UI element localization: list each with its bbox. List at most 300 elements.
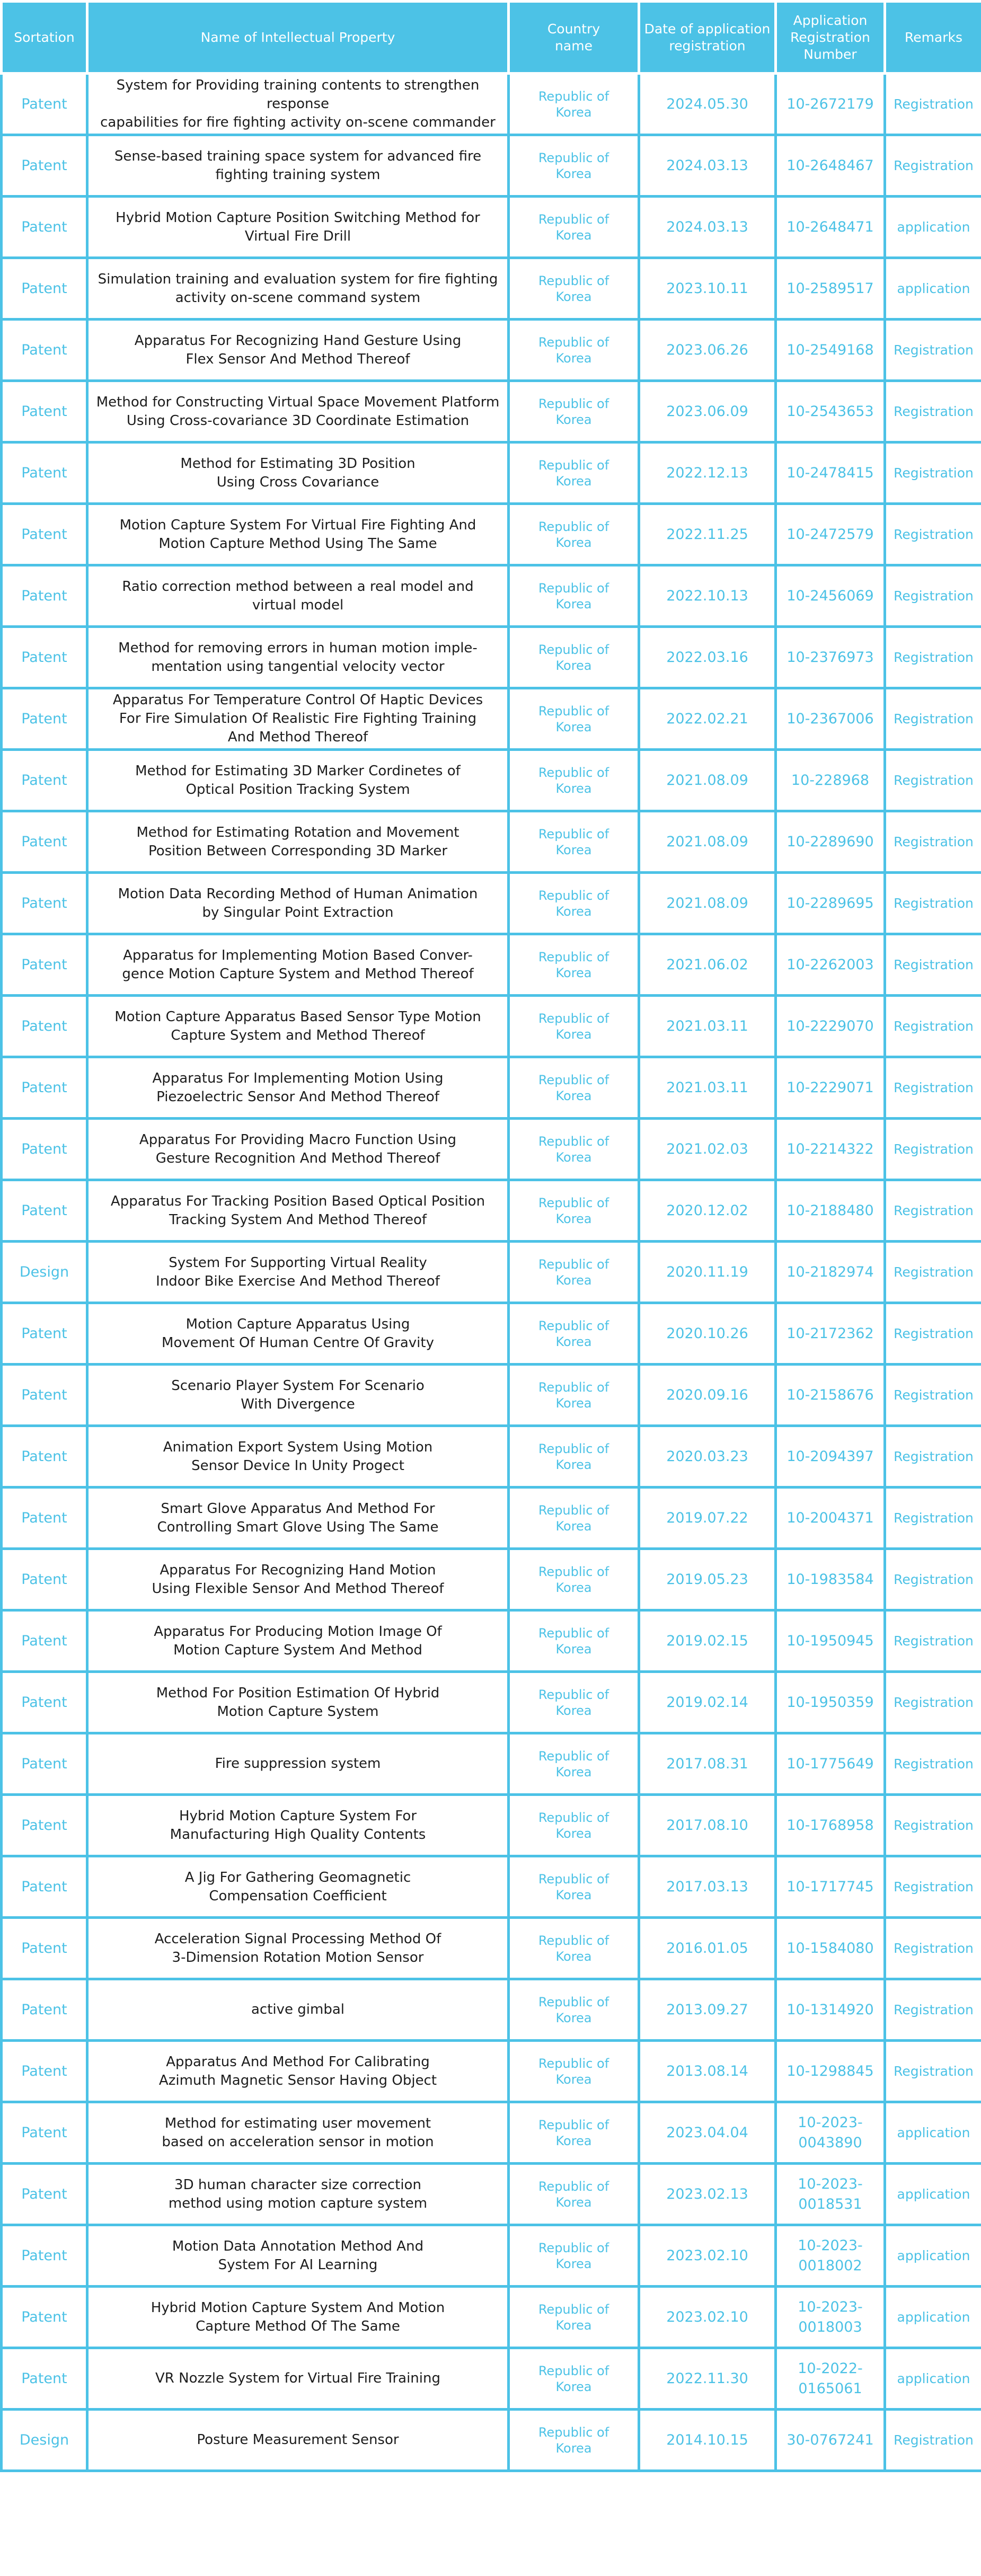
remarks-cell: Registration — [885, 996, 981, 1057]
ip-name-cell-line: Animation Export System Using Motion — [163, 1439, 433, 1455]
country-cell-line: Republic of — [538, 1994, 609, 2010]
number-cell — [776, 2102, 885, 2164]
number-cell-line: 10-2672179 — [786, 95, 874, 112]
table-row — [2, 811, 981, 873]
country-cell — [509, 1733, 639, 1795]
sortation-cell: Patent — [2, 2102, 87, 2164]
header-remarks: Remarks — [885, 2, 981, 74]
sortation-cell: Patent — [2, 1426, 87, 1488]
ip-name-cell — [87, 74, 509, 135]
ip-name-cell-line: virtual model — [252, 597, 344, 613]
ip-name-cell — [87, 2225, 509, 2287]
ip-name-cell — [87, 627, 509, 688]
ip-name-cell-line: Motion Capture Apparatus Using — [185, 1316, 410, 1332]
ip-name-cell-line: capabilities for fire fighting activity on-scene commander — [100, 114, 496, 130]
sortation-cell: Design — [2, 1242, 87, 1303]
country-cell-line: Republic of — [538, 2363, 609, 2378]
ip-name-cell-line: For Fire Simulation Of Realistic Fire Fighting Training — [119, 711, 477, 727]
remarks-cell: Registration — [885, 1303, 981, 1365]
country-cell-line: Korea — [555, 1826, 592, 1841]
country-cell-line: Republic of — [538, 1256, 609, 1272]
country-cell — [509, 1672, 639, 1733]
table-row — [2, 1610, 981, 1672]
country-cell-line: Korea — [555, 2379, 592, 2394]
country-cell-line: Republic of — [538, 2117, 609, 2132]
ip-name-cell-line: Optical Position Tracking System — [185, 781, 410, 798]
remarks-cell: application — [885, 2348, 981, 2410]
number-cell-line: 10-2376973 — [786, 649, 874, 666]
date-cell: 2019.02.14 — [639, 1672, 776, 1733]
table-row — [2, 135, 981, 197]
ip-name-cell-line: Indoor Bike Exercise And Method Thereof — [156, 1273, 440, 1289]
ip-name-cell-line: Scenario Player System For Scenario — [171, 1377, 425, 1394]
country-cell — [509, 442, 639, 504]
header-country-line: Country — [547, 21, 600, 37]
country-cell — [509, 1180, 639, 1242]
country-cell-line: Republic of — [538, 2056, 609, 2071]
country-cell — [509, 2164, 639, 2225]
sortation-cell: Patent — [2, 197, 87, 258]
country-cell — [509, 197, 639, 258]
ip-name-cell-line: Hybrid Motion Capture Position Switching Method for — [116, 209, 480, 226]
country-cell-line: Korea — [555, 289, 592, 304]
country-cell-line: Korea — [555, 2133, 592, 2148]
country-cell-line: Korea — [555, 2072, 592, 2087]
ip-name-cell — [87, 381, 509, 442]
number-cell — [776, 320, 885, 381]
number-cell-line: 0018531 — [798, 2196, 862, 2212]
country-cell-line: Korea — [555, 166, 592, 181]
country-cell-line: Korea — [555, 658, 592, 673]
country-cell-line: Republic of — [538, 1687, 609, 1702]
date-cell: 2023.06.09 — [639, 381, 776, 442]
remarks-cell: application — [885, 2225, 981, 2287]
ip-name-cell-line: Using Flexible Sensor And Method Thereof — [152, 1580, 444, 1597]
ip-name-cell-line: Motion Data Annotation Method And — [172, 2238, 424, 2254]
ip-name-cell — [87, 1795, 509, 1856]
number-cell — [776, 1856, 885, 1918]
table-row — [2, 688, 981, 750]
country-cell — [509, 74, 639, 135]
ip-name-cell — [87, 2041, 509, 2102]
header-country-line: name — [555, 38, 593, 54]
country-cell-line: Republic of — [538, 334, 609, 350]
country-cell-line: Republic of — [538, 1748, 609, 1764]
ip-name-cell — [87, 1488, 509, 1549]
ip-name-cell-line: And Method Thereof — [227, 729, 368, 745]
country-cell-line: Republic of — [538, 150, 609, 165]
table-row — [2, 1488, 981, 1549]
country-cell-line: Korea — [555, 842, 592, 857]
ip-name-cell-line: Movement Of Human Centre Of Gravity — [162, 1334, 434, 1351]
remarks-cell: Registration — [885, 1856, 981, 1918]
header-row — [2, 2, 981, 74]
number-cell — [776, 1795, 885, 1856]
country-cell-line: Republic of — [538, 273, 609, 288]
table-row — [2, 74, 981, 135]
remarks-cell: Registration — [885, 2041, 981, 2102]
ip-name-cell — [87, 750, 509, 811]
country-cell — [509, 1856, 639, 1918]
ip-name-cell-line: Apparatus For Implementing Motion Using — [152, 1070, 444, 1086]
country-cell-line: Korea — [555, 781, 592, 796]
number-cell-line: 10-2289695 — [786, 895, 874, 911]
ip-name-cell — [87, 934, 509, 996]
country-cell — [509, 996, 639, 1057]
remarks-cell: application — [885, 2102, 981, 2164]
remarks-cell: Registration — [885, 1795, 981, 1856]
date-cell: 2023.02.10 — [639, 2287, 776, 2348]
table-row — [2, 1795, 981, 1856]
number-cell-line: 10-1298845 — [786, 2062, 874, 2079]
number-cell — [776, 1057, 885, 1119]
date-cell: 2022.11.25 — [639, 504, 776, 565]
header-number-line: Number — [803, 46, 857, 62]
remarks-cell: Registration — [885, 74, 981, 135]
ip-name-cell — [87, 442, 509, 504]
country-cell — [509, 750, 639, 811]
country-cell-line: Korea — [555, 1641, 592, 1657]
date-cell: 2019.02.15 — [639, 1610, 776, 1672]
table-row — [2, 320, 981, 381]
number-cell-line: 10-2478415 — [786, 464, 874, 481]
ip-name-cell-line: Using Cross Covariance — [216, 474, 379, 490]
country-cell-line: Korea — [555, 1395, 592, 1411]
table-row — [2, 627, 981, 688]
ip-name-cell-line: Flex Sensor And Method Thereof — [185, 351, 410, 367]
number-cell — [776, 1426, 885, 1488]
number-cell — [776, 197, 885, 258]
ip-name-cell-line: VR Nozzle System for Virtual Fire Training — [155, 2370, 440, 2386]
number-cell — [776, 74, 885, 135]
number-cell — [776, 1242, 885, 1303]
ip-name-cell-line: Motion Capture System For Virtual Fire Fighting And — [119, 517, 476, 533]
number-cell-line: 10-2289690 — [786, 833, 874, 850]
remarks-cell: Registration — [885, 320, 981, 381]
header-date-line: registration — [669, 38, 746, 54]
sortation-cell: Patent — [2, 2348, 87, 2410]
number-cell — [776, 1979, 885, 2041]
ip-name-cell-line: Smart Glove Apparatus And Method For — [161, 1500, 435, 1517]
country-cell — [509, 934, 639, 996]
ip-name-cell — [87, 1856, 509, 1918]
ip-name-cell-line: Method for removing errors in human motion imple- — [118, 640, 478, 656]
ip-name-cell — [87, 1303, 509, 1365]
ip-name-cell — [87, 565, 509, 627]
country-cell — [509, 2102, 639, 2164]
number-cell-line: 10-2367006 — [786, 710, 874, 727]
number-cell-line: 0165061 — [798, 2380, 862, 2397]
country-cell — [509, 565, 639, 627]
ip-name-cell — [87, 2348, 509, 2410]
country-cell-line: Republic of — [538, 88, 609, 104]
country-cell — [509, 1979, 639, 2041]
country-cell — [509, 1242, 639, 1303]
number-cell — [776, 996, 885, 1057]
number-cell — [776, 750, 885, 811]
remarks-cell: Registration — [885, 1426, 981, 1488]
remarks-cell: Registration — [885, 627, 981, 688]
ip-name-cell-line: Method for Estimating 3D Marker Cordinetes of — [135, 763, 461, 779]
country-cell-line: Korea — [555, 596, 592, 612]
header-sortation: Sortation — [2, 2, 87, 74]
number-cell — [776, 2164, 885, 2225]
sortation-cell: Patent — [2, 1303, 87, 1365]
country-cell-line: Korea — [555, 1703, 592, 1718]
remarks-cell: Registration — [885, 934, 981, 996]
ip-name-cell-line: Acceleration Signal Processing Method Of — [154, 1931, 441, 1947]
sortation-cell: Patent — [2, 873, 87, 934]
date-cell: 2019.05.23 — [639, 1549, 776, 1610]
country-cell — [509, 873, 639, 934]
ip-name-cell-line: fighting training system — [215, 166, 381, 183]
country-cell-line: Republic of — [538, 519, 609, 534]
country-cell-line: Korea — [555, 1211, 592, 1226]
table-row — [2, 2225, 981, 2287]
ip-name-cell-line: Ratio correction method between a real model and — [122, 578, 474, 595]
country-cell-line: Republic of — [538, 1502, 609, 1518]
country-cell-line: Republic of — [538, 949, 609, 964]
number-cell — [776, 2041, 885, 2102]
date-cell: 2020.10.26 — [639, 1303, 776, 1365]
number-cell-line: 10-2094397 — [786, 1448, 874, 1465]
sortation-cell: Patent — [2, 627, 87, 688]
sortation-cell: Patent — [2, 1180, 87, 1242]
date-cell: 2021.03.11 — [639, 1057, 776, 1119]
date-cell: 2023.02.13 — [639, 2164, 776, 2225]
country-cell-line: Korea — [555, 1764, 592, 1780]
country-cell — [509, 1057, 639, 1119]
ip-name-cell-line: Fire suppression system — [215, 1756, 381, 1772]
ip-name-cell — [87, 1119, 509, 1180]
ip-name-cell-line: Method for Constructing Virtual Space Movement Platform — [96, 394, 500, 410]
number-cell-line: 0043890 — [798, 2134, 862, 2151]
ip-name-cell-line: 3D human character size correction — [174, 2176, 421, 2193]
date-cell: 2017.08.10 — [639, 1795, 776, 1856]
country-cell — [509, 2410, 639, 2471]
sortation-cell: Patent — [2, 504, 87, 565]
country-cell — [509, 1610, 639, 1672]
number-cell-line: 10-2214322 — [786, 1140, 874, 1157]
date-cell: 2021.02.03 — [639, 1119, 776, 1180]
number-cell — [776, 811, 885, 873]
ip-name-cell — [87, 1426, 509, 1488]
header-date-line: Date of application — [644, 21, 771, 37]
remarks-cell: Registration — [885, 1733, 981, 1795]
country-cell-line: Korea — [555, 1026, 592, 1042]
ip-name-cell-line: mentation using tangential velocity vector — [151, 658, 445, 675]
ip-name-cell-line: Apparatus For Temperature Control Of Haptic Devices — [112, 692, 483, 708]
country-cell-line: Korea — [555, 1149, 592, 1165]
country-cell — [509, 2041, 639, 2102]
number-cell-line: 10-2456069 — [786, 587, 874, 604]
country-cell-line: Republic of — [538, 396, 609, 411]
table-row — [2, 1303, 981, 1365]
table-row — [2, 1426, 981, 1488]
table-row — [2, 934, 981, 996]
country-cell-line: Korea — [555, 1088, 592, 1103]
country-cell — [509, 1918, 639, 1979]
country-cell-line: Republic of — [538, 1011, 609, 1026]
sortation-cell: Patent — [2, 565, 87, 627]
ip-name-cell-line: gence Motion Capture System and Method Thereof — [122, 966, 474, 982]
country-cell-line: Korea — [555, 2010, 592, 2025]
date-cell: 2020.12.02 — [639, 1180, 776, 1242]
country-cell-line: Republic of — [538, 826, 609, 842]
table-row — [2, 1180, 981, 1242]
ip-name-cell-line: Motion Capture System And Method — [173, 1642, 422, 1658]
date-cell: 2013.09.27 — [639, 1979, 776, 2041]
table-row — [2, 1365, 981, 1426]
table-row — [2, 750, 981, 811]
country-cell-line: Korea — [555, 1457, 592, 1472]
country-cell-line: Korea — [555, 904, 592, 919]
number-cell-line: 10-2549168 — [786, 341, 874, 358]
number-cell — [776, 1180, 885, 1242]
ip-name-cell-line: method using motion capture system — [168, 2195, 428, 2211]
number-cell-line: 10-2158676 — [786, 1386, 874, 1403]
number-cell-line: 10-2229071 — [786, 1079, 874, 1096]
number-cell-line: 10-2023- — [798, 2237, 863, 2254]
table-row — [2, 1856, 981, 1918]
sortation-cell: Patent — [2, 381, 87, 442]
ip-name-cell-line: Piezoelectric Sensor And Method Thereof — [156, 1088, 439, 1105]
ip-name-cell — [87, 320, 509, 381]
country-cell-line: Korea — [555, 473, 592, 489]
country-cell — [509, 1488, 639, 1549]
country-cell-line: Republic of — [538, 765, 609, 780]
country-cell-line: Korea — [555, 1887, 592, 1902]
date-cell: 2023.04.04 — [639, 2102, 776, 2164]
date-cell: 2023.02.10 — [639, 2225, 776, 2287]
sortation-cell: Patent — [2, 934, 87, 996]
country-cell — [509, 1549, 639, 1610]
country-cell-line: Republic of — [538, 1871, 609, 1887]
table-row — [2, 1672, 981, 1733]
ip-name-cell — [87, 258, 509, 320]
number-cell — [776, 688, 885, 750]
country-cell-line: Korea — [555, 412, 592, 427]
remarks-cell: application — [885, 197, 981, 258]
ip-name-cell-line: Hybrid Motion Capture System And Motion — [151, 2299, 445, 2316]
number-cell — [776, 258, 885, 320]
remarks-cell: Registration — [885, 1549, 981, 1610]
ip-name-cell-line: active gimbal — [251, 2002, 344, 2017]
ip-name-cell — [87, 1918, 509, 1979]
ip-name-cell-line: Sense-based training space system for advanced fire — [114, 148, 482, 164]
date-cell: 2020.03.23 — [639, 1426, 776, 1488]
ip-name-cell — [87, 135, 509, 197]
number-cell-line: 30-0767241 — [786, 2431, 874, 2448]
country-cell-line: Republic of — [538, 2179, 609, 2194]
number-cell-line: 10-2182974 — [786, 1263, 874, 1280]
number-cell-line: 10-2188480 — [786, 1202, 874, 1219]
number-cell — [776, 1549, 885, 1610]
country-cell-line: Korea — [555, 227, 592, 243]
sortation-cell: Patent — [2, 74, 87, 135]
country-cell-line: Korea — [555, 2440, 592, 2456]
number-cell-line: 10-2648467 — [786, 157, 874, 174]
ip-name-cell-line: Simulation training and evaluation system for fire fighting — [98, 271, 498, 287]
number-cell — [776, 934, 885, 996]
table-row — [2, 1979, 981, 2041]
number-cell — [776, 873, 885, 934]
ip-name-cell-line: System For AI Learning — [218, 2256, 378, 2273]
sortation-cell: Patent — [2, 258, 87, 320]
country-cell-line: Korea — [555, 350, 592, 366]
number-cell-line: 10-2023- — [798, 2298, 863, 2315]
remarks-cell: Registration — [885, 811, 981, 873]
sortation-cell: Patent — [2, 1488, 87, 1549]
number-cell — [776, 1733, 885, 1795]
number-cell-line: 10-1950359 — [786, 1694, 874, 1711]
country-cell-line: Republic of — [538, 1625, 609, 1641]
sortation-cell: Patent — [2, 688, 87, 750]
ip-name-cell-line: Apparatus For Providing Macro Function Using — [139, 1131, 457, 1148]
remarks-cell: application — [885, 2164, 981, 2225]
ip-name-cell-line: Motion Capture System — [217, 1703, 379, 1720]
ip-name-cell-line: Sensor Device In Unity Progect — [191, 1457, 404, 1474]
remarks-cell: Registration — [885, 1918, 981, 1979]
ip-name-cell-line: Capture Method Of The Same — [196, 2318, 400, 2334]
country-cell-line: Korea — [555, 1334, 592, 1349]
country-cell-line: Korea — [555, 2194, 592, 2210]
ip-name-cell-line: Using Cross-covariance 3D Coordinate Estimation — [126, 412, 470, 429]
number-cell-line: 10-2262003 — [786, 956, 874, 973]
number-cell-line: 10-1768958 — [786, 1817, 874, 1834]
table-row — [2, 1549, 981, 1610]
country-cell-line: Republic of — [538, 1564, 609, 1579]
date-cell: 2021.03.11 — [639, 996, 776, 1057]
table-row — [2, 381, 981, 442]
remarks-cell: Registration — [885, 750, 981, 811]
ip-name-cell — [87, 873, 509, 934]
country-cell-line: Republic of — [538, 703, 609, 719]
country-cell-line: Republic of — [538, 2424, 609, 2440]
remarks-cell: Registration — [885, 873, 981, 934]
date-cell: 2020.11.19 — [639, 1242, 776, 1303]
country-cell-line: Republic of — [538, 211, 609, 227]
number-cell — [776, 1303, 885, 1365]
date-cell: 2017.03.13 — [639, 1856, 776, 1918]
ip-name-cell — [87, 1180, 509, 1242]
sortation-cell: Patent — [2, 1918, 87, 1979]
ip-name-cell-line: Manufacturing High Quality Contents — [170, 1826, 426, 1843]
sortation-cell: Patent — [2, 750, 87, 811]
sortation-cell: Patent — [2, 1119, 87, 1180]
table-row — [2, 1057, 981, 1119]
table-row — [2, 258, 981, 320]
number-cell-line: 10-1950945 — [786, 1632, 874, 1649]
number-cell — [776, 1119, 885, 1180]
country-cell-line: Republic of — [538, 888, 609, 903]
sortation-cell: Patent — [2, 1549, 87, 1610]
date-cell: 2014.10.15 — [639, 2410, 776, 2471]
number-cell — [776, 565, 885, 627]
country-cell-line: Korea — [555, 104, 592, 120]
country-cell-line: Republic of — [538, 457, 609, 473]
country-cell — [509, 135, 639, 197]
country-cell-line: Republic of — [538, 1195, 609, 1210]
remarks-cell: Registration — [885, 1979, 981, 2041]
table-row — [2, 2164, 981, 2225]
number-cell-line: 10-2589517 — [786, 280, 874, 297]
number-cell — [776, 1672, 885, 1733]
ip-name-cell-line: Motion Capture Method Using The Same — [158, 535, 437, 552]
date-cell: 2022.02.21 — [639, 688, 776, 750]
date-cell: 2021.06.02 — [639, 934, 776, 996]
table-row — [2, 2410, 981, 2471]
